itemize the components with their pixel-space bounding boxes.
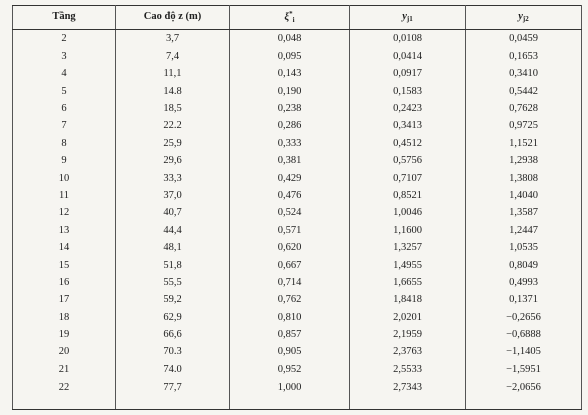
xi-cell: 0,143 (230, 66, 350, 83)
table-row (13, 30, 582, 49)
y2-cell: 0,5442 (466, 83, 582, 100)
height-cell: 11,1 (116, 66, 230, 83)
xi-cell: 0,857 (230, 327, 350, 344)
height-cell: 66,6 (116, 327, 230, 344)
height-cell: 55,5 (116, 274, 230, 291)
header-y1-symbol: y (402, 11, 407, 22)
y1-cell: 0,4512 (350, 135, 466, 152)
y2-cell: 0,0459 (466, 30, 582, 49)
y1-cell: 0,0414 (350, 48, 466, 65)
table-row (13, 48, 582, 65)
floor-cell: 17 (13, 292, 116, 309)
table-row (13, 118, 582, 135)
table-row (13, 240, 582, 257)
y2-cell: 1,3587 (466, 205, 582, 222)
header-y1 (350, 6, 466, 30)
y2-cell: −1,1405 (466, 344, 582, 361)
y2-cell: 0,8049 (466, 257, 582, 274)
xi-cell: 0,429 (230, 170, 350, 187)
height-cell: 7,4 (116, 48, 230, 65)
height-cell: 18,5 (116, 101, 230, 118)
height-cell: 77,7 (116, 379, 230, 410)
floor-cell: 5 (13, 83, 116, 100)
header-y2-symbol: y (518, 11, 523, 22)
table-row (13, 327, 582, 344)
table-row (13, 205, 582, 222)
xi-cell: 0,095 (230, 48, 350, 65)
floor-cell: 16 (13, 274, 116, 291)
floor-cell: 15 (13, 257, 116, 274)
height-cell: 48,1 (116, 240, 230, 257)
height-cell: 25,9 (116, 135, 230, 152)
xi-cell: 0,620 (230, 240, 350, 257)
y1-cell: 0,0108 (350, 30, 466, 49)
mode-shape-table (12, 5, 582, 410)
y1-cell: 0,5756 (350, 153, 466, 170)
header-y2-sub: j2 (522, 15, 529, 23)
header-xi-sup: * (289, 10, 293, 18)
xi-cell: 0,238 (230, 101, 350, 118)
y1-cell: 2,1959 (350, 327, 466, 344)
y1-cell: 0,8521 (350, 188, 466, 205)
xi-cell: 0,333 (230, 135, 350, 152)
height-cell: 3,7 (116, 30, 230, 49)
table-row (13, 66, 582, 83)
table-row (13, 83, 582, 100)
header-y2 (466, 6, 582, 30)
height-cell: 14.8 (116, 83, 230, 100)
xi-cell: 0,286 (230, 118, 350, 135)
table-row (13, 135, 582, 152)
xi-cell: 0,571 (230, 222, 350, 239)
header-y1-sub: j1 (406, 15, 413, 23)
xi-cell: 0,476 (230, 188, 350, 205)
table-row (13, 274, 582, 291)
y1-cell: 1,3257 (350, 240, 466, 257)
xi-cell: 0,048 (230, 30, 350, 49)
y1-cell: 1,0046 (350, 205, 466, 222)
y2-cell: 0,9725 (466, 118, 582, 135)
y1-cell: 0,7107 (350, 170, 466, 187)
floor-cell: 3 (13, 48, 116, 65)
floor-cell: 12 (13, 205, 116, 222)
floor-cell: 22 (13, 379, 116, 410)
y2-cell: 0,4993 (466, 274, 582, 291)
height-cell: 37,0 (116, 188, 230, 205)
y1-cell: 2,0201 (350, 309, 466, 326)
table-row (13, 188, 582, 205)
y1-cell: 0,3413 (350, 118, 466, 135)
xi-cell: 0,905 (230, 344, 350, 361)
table-row (13, 257, 582, 274)
floor-cell: 13 (13, 222, 116, 239)
height-cell: 62,9 (116, 309, 230, 326)
table-row (13, 153, 582, 170)
xi-cell: 1,000 (230, 379, 350, 410)
xi-cell: 0,190 (230, 83, 350, 100)
xi-cell: 0,714 (230, 274, 350, 291)
y2-cell: 0,3410 (466, 66, 582, 83)
xi-cell: 0,952 (230, 361, 350, 378)
y1-cell: 2,7343 (350, 379, 466, 410)
floor-cell: 18 (13, 309, 116, 326)
floor-cell: 11 (13, 188, 116, 205)
height-cell: 22.2 (116, 118, 230, 135)
y1-cell: 1,4955 (350, 257, 466, 274)
y2-cell: 1,0535 (466, 240, 582, 257)
y1-cell: 0,2423 (350, 101, 466, 118)
y1-cell: 1,1600 (350, 222, 466, 239)
y2-cell: 0,7628 (466, 101, 582, 118)
table-header-row (13, 6, 582, 30)
height-cell: 33,3 (116, 170, 230, 187)
floor-cell: 6 (13, 101, 116, 118)
floor-cell: 7 (13, 118, 116, 135)
y2-cell: −0,2656 (466, 309, 582, 326)
floor-cell: 8 (13, 135, 116, 152)
floor-cell: 2 (13, 30, 116, 49)
y2-cell: 1,3808 (466, 170, 582, 187)
table-row (13, 222, 582, 239)
table-row (13, 379, 582, 410)
y2-cell: 1,2938 (466, 153, 582, 170)
xi-cell: 0,524 (230, 205, 350, 222)
xi-cell: 0,667 (230, 257, 350, 274)
height-cell: 59,2 (116, 292, 230, 309)
header-xi (230, 6, 350, 30)
floor-cell: 10 (13, 170, 116, 187)
y1-cell: 0,1583 (350, 83, 466, 100)
y1-cell: 2,3763 (350, 344, 466, 361)
y2-cell: 0,1371 (466, 292, 582, 309)
table-row (13, 101, 582, 118)
y1-cell: 0,0917 (350, 66, 466, 83)
table-row (13, 344, 582, 361)
table-row (13, 309, 582, 326)
xi-cell: 0,381 (230, 153, 350, 170)
header-floor: Tầng (13, 6, 116, 30)
y2-cell: −2,0656 (466, 379, 582, 410)
y2-cell: 0,1653 (466, 48, 582, 65)
height-cell: 29,6 (116, 153, 230, 170)
y2-cell: 1,4040 (466, 188, 582, 205)
floor-cell: 19 (13, 327, 116, 344)
y2-cell: −1,5951 (466, 361, 582, 378)
height-cell: 74.0 (116, 361, 230, 378)
header-xi-symbol: ξ (284, 12, 290, 23)
y1-cell: 1,6655 (350, 274, 466, 291)
table-row (13, 292, 582, 309)
table-row (13, 361, 582, 378)
height-cell: 70.3 (116, 344, 230, 361)
height-cell: 51,8 (116, 257, 230, 274)
floor-cell: 21 (13, 361, 116, 378)
y2-cell: 1,2447 (466, 222, 582, 239)
xi-cell: 0,810 (230, 309, 350, 326)
y1-cell: 2,5533 (350, 361, 466, 378)
xi-cell: 0,762 (230, 292, 350, 309)
floor-cell: 4 (13, 66, 116, 83)
y1-cell: 1,8418 (350, 292, 466, 309)
table-row (13, 170, 582, 187)
floor-cell: 20 (13, 344, 116, 361)
header-xi-sub: i (292, 16, 295, 24)
header-height: Cao độ z (m) (116, 6, 230, 30)
floor-cell: 9 (13, 153, 116, 170)
height-cell: 40,7 (116, 205, 230, 222)
table-body (13, 30, 582, 410)
y2-cell: −0,6888 (466, 327, 582, 344)
floor-cell: 14 (13, 240, 116, 257)
height-cell: 44,4 (116, 222, 230, 239)
y2-cell: 1,1521 (466, 135, 582, 152)
